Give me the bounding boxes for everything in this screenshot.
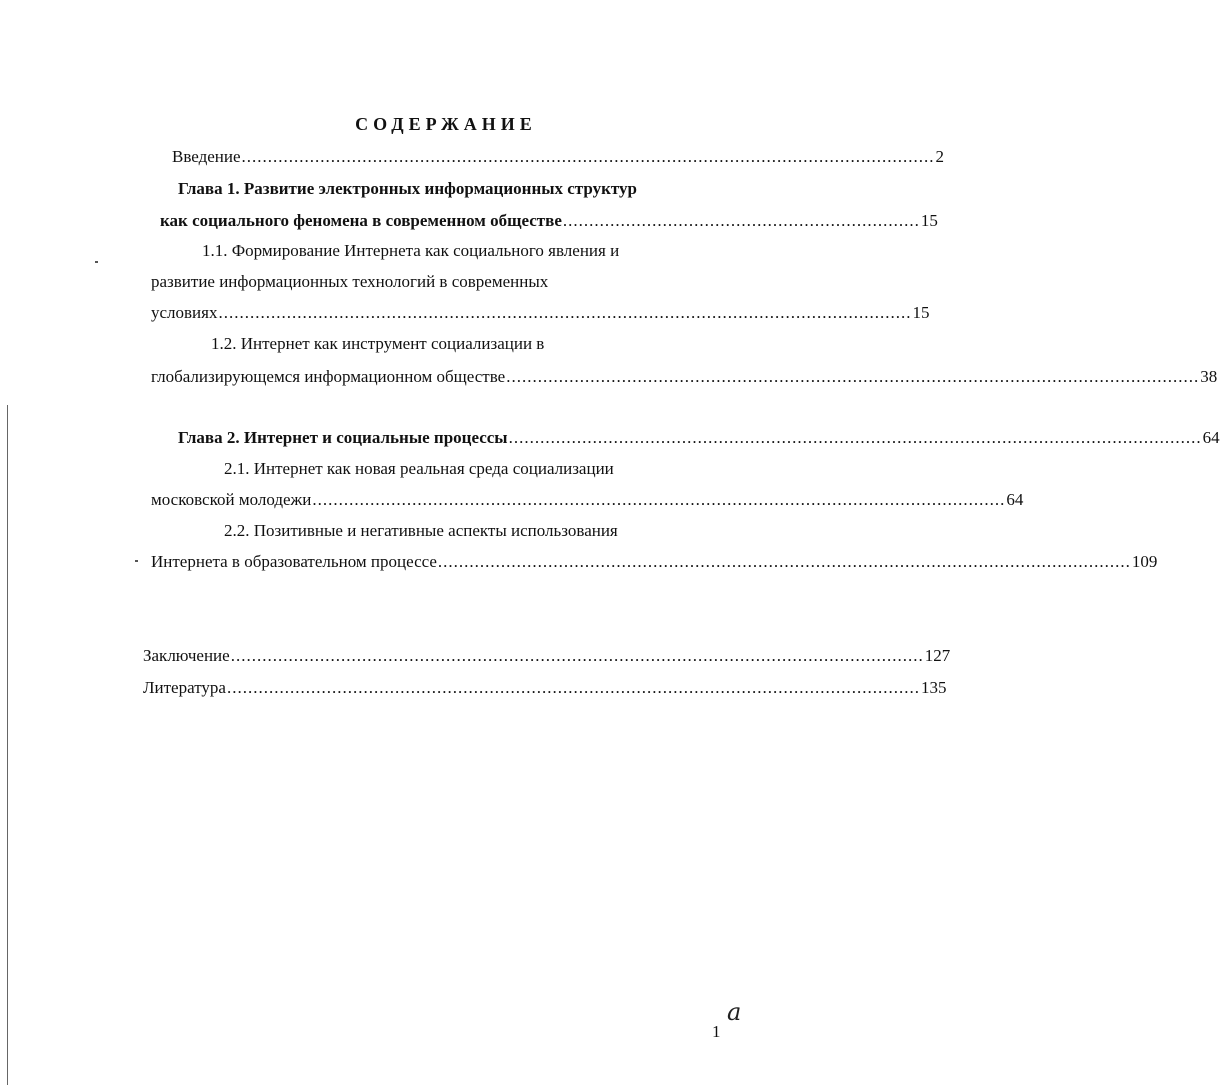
toc-section-1-2-line-1[interactable]: 1.2. Интернет как инструмент социализации в [211,334,545,353]
toc-title: СОДЕРЖАНИЕ [355,114,537,134]
toc-dot-leader: .................................................................................................................................... [508,428,1202,447]
scan-speck [135,560,138,562]
toc-page-number: 15 [912,303,930,322]
toc-entry-intro[interactable] [172,146,945,168]
toc-dot-leader: .................................................................................................................................... [230,646,924,665]
scan-margin-line [7,405,8,1085]
toc-dot-leader: .................................................................................................................................... [437,552,1131,571]
toc-dot-leader: .................................................................................................................................... [226,678,920,697]
toc-entry-section-2-1[interactable] [151,489,1024,511]
toc-entry-section-2-2[interactable] [151,551,1158,573]
toc-page-number: 2 [935,147,945,166]
toc-page-number: 135 [920,678,947,697]
toc-entry-text: Заключение [143,646,230,665]
toc-dot-leader: .................................................................... [562,211,920,230]
toc-page-number: 127 [924,646,951,665]
toc-entry-section-1-1[interactable] [151,302,930,324]
toc-entry-text: как социального феномена в современном обществе [160,211,562,230]
toc-page-number: 64 [1202,428,1220,447]
handwritten-mark: a [727,998,742,1026]
toc-entry-text: Глава 2. Интернет и социальные процессы [178,428,508,447]
toc-section-1-1-line-2: развитие информационных технологий в современных [151,272,549,291]
toc-entry-literature[interactable] [143,677,947,699]
toc-section-2-1-line-1[interactable]: 2.1. Интернет как новая реальная среда социализации [224,459,614,478]
toc-entry-text: Введение [172,147,241,166]
toc-chapter-1-line-1[interactable]: Глава 1. Развитие электронных информационных структур [178,179,637,198]
toc-entry-text: глобализирующемся информационном обществе [151,367,506,386]
scan-speck [95,261,98,263]
toc-entry-text: Литература [143,678,226,697]
toc-entry-conclusion[interactable] [143,645,951,667]
toc-dot-leader: .................................................................................................................................... [506,367,1200,386]
toc-entry-section-1-2[interactable] [151,366,1218,388]
toc-dot-leader: .................................................................................................................................... [312,490,1006,509]
toc-entry-chapter-2[interactable] [178,427,1220,449]
toc-page-number: 109 [1131,552,1158,571]
toc-entry-text: московской молодежи [151,490,312,509]
toc-section-2-2-line-1[interactable]: 2.2. Позитивные и негативные аспекты использования [224,521,618,540]
page-number: 1 [712,1022,721,1041]
toc-section-1-1-line-1[interactable]: 1.1. Формирование Интернета как социального явления и [202,241,620,260]
toc-dot-leader: .................................................................................................................................... [218,303,912,322]
toc-entry-text: условиях [151,303,218,322]
toc-entry-chapter-1[interactable] [160,210,938,232]
toc-entry-text: Интернета в образовательном процессе [151,552,437,571]
toc-page-number: 15 [920,211,938,230]
toc-page-number: 64 [1006,490,1024,509]
toc-dot-leader: .................................................................................................................................... [241,147,935,166]
toc-page-number: 38 [1200,367,1218,386]
